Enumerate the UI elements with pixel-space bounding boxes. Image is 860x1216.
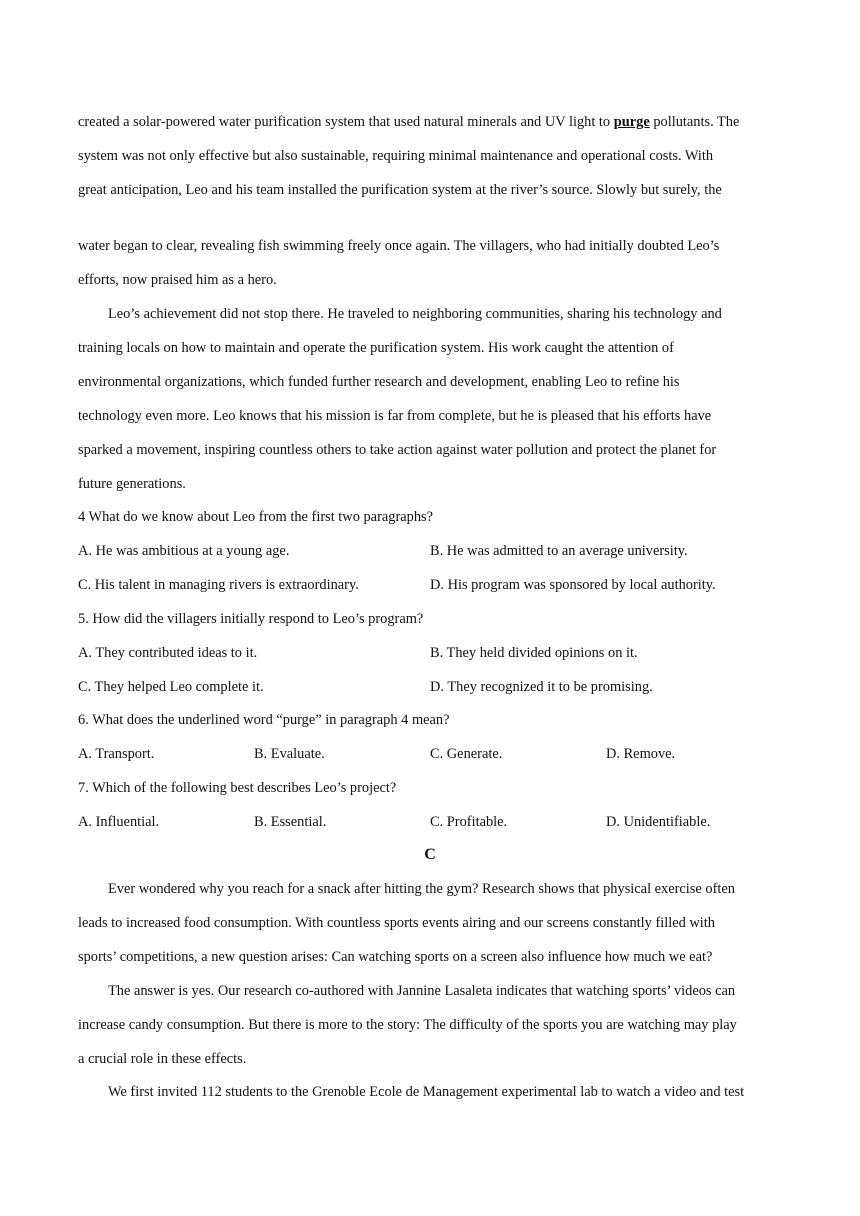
passage-line: increase candy consumption. But there is more to the story: The difficulty of the sports you are watching may play [78,1017,737,1033]
question-stem: 6. What does the underlined word “purge” in paragraph 4 mean? [78,712,450,728]
option-a: A. Transport. [78,746,155,762]
question-stem: 5. How did the villagers initially respond to Leo’s program? [78,611,424,627]
passage-line: system was not only effective but also sustainable, requiring minimal maintenance and operational costs. With [78,148,714,164]
passage-line: great anticipation, Leo and his team installed the purification system at the river’s source. Slowly but surely, the [78,182,722,198]
underlined-word-purge: purge [613,114,650,130]
passage-line: water began to clear, revealing fish swimming freely once again. The villagers, who had initially doubted Leo’s [78,238,720,254]
option-d: D. Unidentifiable. [606,814,711,830]
option-a: A. He was ambitious at a young age. [78,543,290,559]
passage-line: training locals on how to maintain and operate the purification system. His work caught the attention of [78,340,674,356]
passage-line: We first invited 112 students to the Grenoble Ecole de Management experimental lab to watch a video and test [108,1084,745,1100]
question-stem: 4 What do we know about Leo from the first two paragraphs? [78,509,434,525]
option-a: A. They contributed ideas to it. [78,645,258,661]
text-segment: pollutants. The [649,114,740,130]
passage-line: Ever wondered why you reach for a snack after hitting the gym? Research shows that physical exercise often [108,881,735,897]
option-d: D. They recognized it to be promising. [430,679,653,695]
option-d: D. His program was sponsored by local authority. [430,577,716,593]
passage-line: Leo’s achievement did not stop there. He traveled to neighboring communities, sharing his technology and [108,306,722,322]
passage-line: efforts, now praised him as a hero. [78,272,277,288]
passage-line: sports’ competitions, a new question arises: Can watching sports on a screen also influence how much we eat? [78,949,713,965]
option-c: C. Profitable. [430,814,508,830]
passage-line [78,113,739,131]
option-c: C. Generate. [430,746,503,762]
option-b: B. He was admitted to an average university. [430,543,688,559]
passage-line: sparked a movement, inspiring countless others to take action against water pollution and protect the planet for [78,442,717,458]
passage-line: The answer is yes. Our research co-authored with Jannine Lasaleta indicates that watching sports’ videos can [108,983,736,999]
option-a: A. Influential. [78,814,160,830]
option-c: C. They helped Leo complete it. [78,679,264,695]
section-heading: C [424,846,436,863]
passage-line: future generations. [78,476,186,492]
option-c: C. His talent in managing rivers is extraordinary. [78,577,359,593]
passage-line: a crucial role in these effects. [78,1051,247,1067]
passage-line: technology even more. Leo knows that his mission is far from complete, but he is pleased that his efforts have [78,408,712,424]
option-b: B. Essential. [254,814,327,830]
option-d: D. Remove. [606,746,676,762]
passage-line: environmental organizations, which funded further research and development, enabling Leo to refine his [78,374,680,390]
option-b: B. They held divided opinions on it. [430,645,638,661]
text-segment: created a solar-powered water purification system that used natural minerals and UV light to [78,114,614,130]
question-stem: 7. Which of the following best describes Leo’s project? [78,780,397,796]
option-b: B. Evaluate. [254,746,325,762]
passage-line: leads to increased food consumption. With countless sports events airing and our screens constantly filled with [78,915,716,931]
